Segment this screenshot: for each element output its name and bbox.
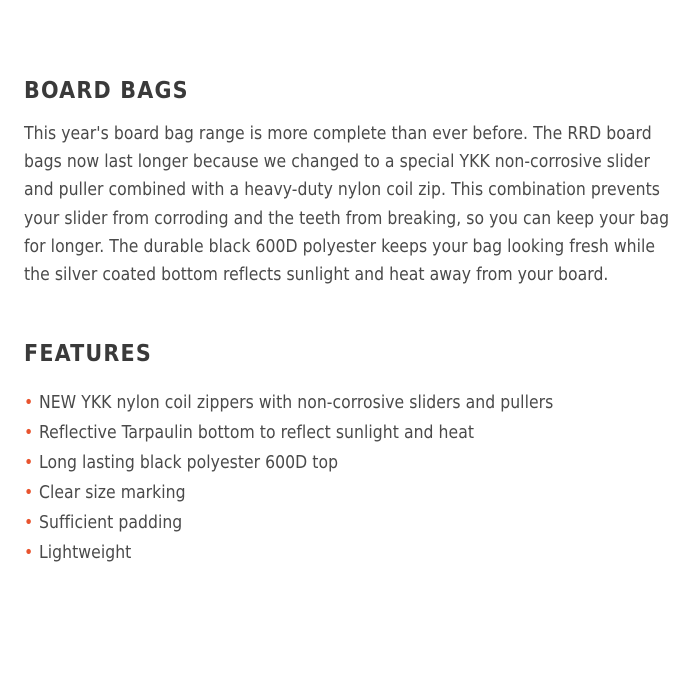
list-item: [24, 479, 670, 509]
list-item: [24, 509, 670, 539]
list-item-label: Lightweight: [39, 542, 132, 563]
list-item: [24, 449, 670, 479]
bullet-icon: •: [24, 453, 34, 473]
features-list: [24, 389, 670, 569]
features-section: [24, 341, 670, 569]
list-item: [24, 539, 670, 569]
description-paragraph: This year's board bag range is more complete than ever before. The RRD board bags now last longer because we changed to a special YKK non-corrosive slider and puller combined with a heavy-duty nylon coil zip. This combination prevents your slider from corroding and the teeth from breaking, so you can keep your bag for longer. The durable black 600D polyester keeps your bag looking fresh while the silver coated bottom reflects sunlight and heat away from your board.: [24, 124, 670, 285]
list-item-label: NEW YKK nylon coil zippers with non-corrosive sliders and pullers: [39, 393, 554, 414]
list-item-label: Sufficient padding: [39, 512, 183, 533]
features-heading: FEATURES: [24, 341, 153, 368]
bullet-icon: •: [24, 423, 34, 444]
bullet-icon: •: [24, 482, 34, 503]
bullet-icon: •: [24, 512, 34, 533]
bullet-icon: •: [24, 542, 34, 563]
list-item-label: Reflective Tarpaulin bottom to reflect sunlight and heat: [39, 423, 475, 444]
list-item-label: Clear size marking: [39, 482, 186, 503]
page-title: BOARD BAGS: [24, 78, 189, 104]
list-item: [24, 389, 670, 419]
list-item-label: Long lasting black polyester 600D top: [39, 453, 339, 473]
list-item: [24, 419, 670, 449]
bullet-icon: •: [24, 393, 34, 414]
